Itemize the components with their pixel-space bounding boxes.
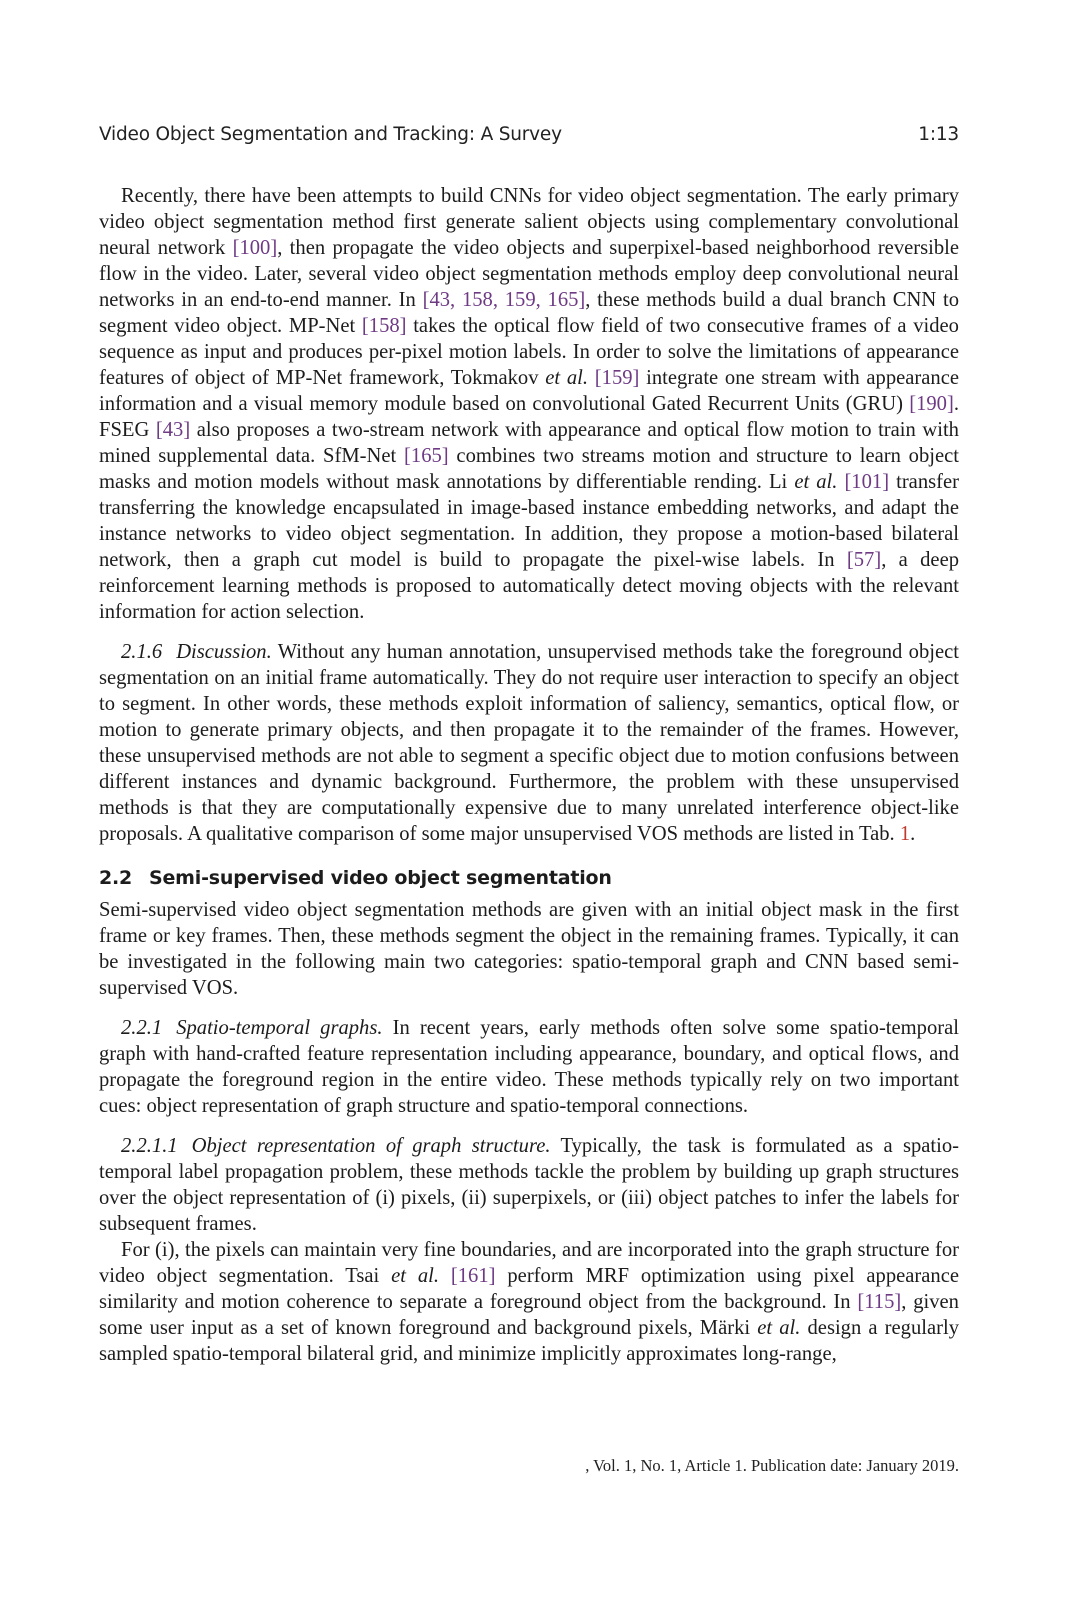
paragraph-discussion (99, 639, 959, 847)
et-al: et al. (391, 1265, 440, 1287)
text-span: takes the optical flow field of two consecutive frames of a video sequence as input and produces per-pixel motion labels. In order to solve the limitations of appearance features of object of MP-Net framework, Tokmakov (99, 315, 959, 389)
text-span: . FSEG (99, 393, 959, 441)
running-title: Video Object Segmentation and Tracking: A Survey (99, 124, 562, 145)
text-span: perform MRF optimization using pixel appearance similarity and motion coherence to separate a foreground object from the background. In (99, 1265, 960, 1313)
text-span: combines two streams motion and structure to learn object masks and motion models without mask annotations by differentiable rending. Li (99, 445, 959, 493)
citation-link[interactable]: [43, 158, 159, 165] (422, 289, 586, 311)
text-span (588, 367, 595, 389)
et-al: et al. (545, 367, 589, 389)
subsection-number: 2.2.1 (121, 1017, 163, 1039)
text-span: Recently, there have been attempts to build CNNs for video object segmentation. The early primary video object segmentation method first generate salient objects using complementary convolutional neural network (99, 185, 959, 259)
page-number: 1:13 (918, 124, 959, 145)
text-span: , these methods build a dual branch CNN to segment video object. MP-Net (99, 289, 959, 337)
paragraph-cnn-methods (99, 183, 959, 625)
section-title: Semi-supervised video object segmentation (149, 867, 612, 889)
et-al: et al. (757, 1317, 801, 1339)
text-span: integrate one stream with appearance information and a visual memory module based on convolutional Gated Recurrent Units (GRU) (99, 367, 959, 415)
subsection-title: Spatio-temporal graphs. (176, 1017, 383, 1039)
text-span: Without any human annotation, unsupervised methods take the foreground object segmentation on an initial frame automatically. They do not require user interaction to specify an object to segment. In other words, these methods exploit information of saliency, semantics, optical flow, or motion to generate primary objects, and then propagate it to the remainder of the frames. However, these unsupervised methods are not able to segment a specific object due to motion confusions between different instances and dynamic background. Furthermore, the problem with these unsupervised methods is that they are computationally expensive due to many unrelated interference object-like proposals. A qualitative comparison of some major unsupervised VOS methods are listed in Tab. (99, 641, 959, 845)
paragraph-semi-supervised-intro: Semi-supervised video object segmentation methods are given with an initial object mask in the first frame or key frames. Then, these methods segment the object in the remaining frames. Typically, it can be investigated in the following main two categories: spatio-temporal graph and CNN based semi-supervised VOS. (99, 899, 959, 999)
text-span: design a regularly sampled spatio-temporal bilateral grid, and minimize implicitly approximates long-range, (99, 1317, 959, 1365)
text-span: In recent years, early methods often solve some spatio-temporal graph with hand-crafted feature representation including appearance, boundary, and optical flows, and propagate the foreground region in the entire video. These methods typically rely on two important cues: object representation of graph structure and spatio-temporal connections. (99, 1017, 959, 1117)
citation-link[interactable]: [43] (155, 419, 191, 441)
citation-link[interactable]: [159] (594, 367, 640, 389)
running-header (99, 124, 959, 145)
citation-link[interactable]: [165] (404, 445, 449, 467)
text-span: For (i), the pixels can maintain very fine boundaries, and are incorporated into the graph structure for video object segmentation. Tsai (99, 1239, 959, 1287)
text-span: Typically, the task is formulated as a spatio-temporal label propagation problem, these methods tackle the problem by building up graph structures over the object representation of (i) pixels, (ii) superpixels, or (iii) object patches to infer the labels for subsequent frames. (99, 1135, 959, 1235)
subsection-title: Discussion. (176, 641, 272, 663)
table-reference-link[interactable]: 1 (899, 823, 911, 845)
text-span: . (910, 823, 916, 845)
page-footer: , Vol. 1, No. 1, Article 1. Publication date: January 2019. (585, 1456, 959, 1475)
text-span: transfer transferring the knowledge encapsulated in image-based instance embedding networks, and adapt the instance networks to video object segmentation. In addition, they propose a motion-based bilateral network, then a graph cut model is build to propagate the pixel-wise labels. In (99, 471, 959, 571)
citation-link[interactable]: [161] (450, 1265, 496, 1287)
subsubsection-number: 2.2.1.1 (121, 1135, 178, 1157)
citation-link[interactable]: [115] (857, 1291, 902, 1313)
citation-link[interactable]: [158] (361, 315, 407, 337)
subsubsection-title: Object representation of graph structure. (191, 1135, 551, 1157)
body-text (99, 183, 959, 1367)
citation-link[interactable]: [57] (846, 549, 882, 571)
text-span: also proposes a two-stream network with appearance and optical flow motion to train with mined supplemental data. SfM-Net (99, 419, 959, 467)
paragraph-spatio-temporal-graphs (99, 1015, 959, 1119)
paragraph-object-representation (99, 1133, 959, 1237)
citation-link[interactable]: [100] (232, 237, 278, 259)
text-span (439, 1265, 451, 1287)
text-span: , given some user input as a set of known foreground and background pixels, Märki (99, 1291, 959, 1339)
paragraph-pixels (99, 1237, 959, 1367)
subsection-number: 2.1.6 (121, 641, 163, 663)
section-number: 2.2 (99, 867, 133, 889)
citation-link[interactable]: [101] (844, 471, 890, 493)
text-span: , a deep reinforcement learning methods is proposed to automatically detect moving objects with the relevant information for action selection. (99, 549, 960, 623)
text-span: , then propagate the video objects and superpixel-based neighborhood reversible flow in the video. Later, several video object segmentation methods employ deep convolutional neural networks in an end-to-end manner. In (99, 237, 960, 311)
et-al: et al. (794, 471, 838, 493)
citation-link[interactable]: [190] (909, 393, 954, 415)
section-heading (99, 865, 959, 891)
